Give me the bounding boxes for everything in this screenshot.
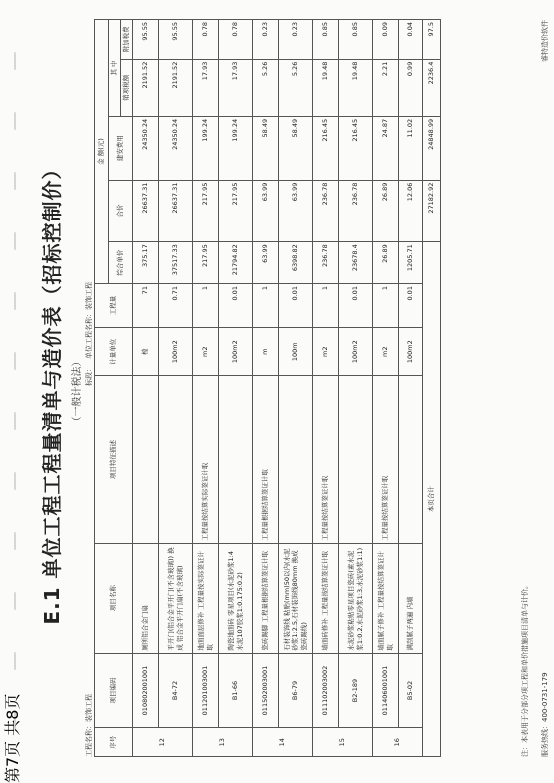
table-row — [313, 20, 339, 757]
row-features — [159, 376, 193, 543]
row-sales-tax: 5.26 — [279, 59, 313, 116]
row-seq: 15 — [313, 728, 373, 757]
header-total: 合价 — [109, 180, 133, 242]
row-features — [399, 376, 423, 543]
row-name: 平开门(铝合金平开门(不含玻璃)) 换成 铝合金平开门扇(不含玻璃) — [159, 543, 193, 653]
header-amount-group: 金 额(元) — [95, 20, 109, 284]
row-total: 12.06 — [399, 180, 423, 242]
row-qty: 1 — [193, 284, 219, 328]
subtotal-sales-tax: 2236.4 — [423, 59, 441, 116]
row-features: 工程量按结算实际签证计取 — [193, 376, 219, 543]
row-build-cost: 58.49 — [253, 116, 279, 180]
row-unit-price: 1205.71 — [399, 242, 423, 284]
row-unit-price: 236.78 — [313, 242, 339, 284]
row-total: 217.95 — [219, 180, 253, 242]
document-title: E.1 单位工程工程量清单与造价表（招标控制价） — [40, 158, 64, 625]
table-row — [339, 20, 373, 757]
row-name: 石材装饰线 粘贴(mm)50以内(水泥砂浆1:2.5,石材装饰线80mm 换成 瓷砖踢线) — [279, 543, 313, 653]
row-qty: 0.01 — [219, 284, 253, 328]
subtotal-label: 本页合计 — [423, 242, 441, 757]
row-seq: 13 — [193, 728, 253, 757]
software-credit: 睿特造价软件 — [541, 20, 549, 62]
row-name: 满刮腻子两遍 内墙 — [399, 543, 423, 653]
footnote: 注：本表用于分部分项工程和单价措施项目清单与计价。 — [521, 582, 529, 757]
row-seq: 14 — [253, 728, 313, 757]
header-seq: 序号 — [95, 728, 133, 757]
row-unit: m2 — [313, 328, 339, 376]
row-features — [279, 376, 313, 543]
row-total: 236.78 — [313, 180, 339, 242]
row-build-cost: 58.49 — [279, 116, 313, 180]
row-qty: 0.71 — [159, 284, 193, 328]
row-build-cost: 216.45 — [339, 116, 373, 180]
row-name: 地面面层修补 工程量按实际签证计取 — [193, 543, 219, 653]
row-surcharge: 95.55 — [159, 20, 193, 60]
row-features: 工程量按结算签证计取 — [313, 376, 339, 543]
row-qty: 0.01 — [279, 284, 313, 328]
row-qty: 71 — [133, 284, 159, 328]
bid-section-label — [84, 282, 94, 386]
row-unit: 100m2 — [219, 328, 253, 376]
page-number: 第7页 共8页 — [3, 693, 22, 783]
row-unit-price: 26.89 — [373, 242, 399, 284]
row-seq: 12 — [133, 728, 193, 757]
row-name: 水泥砂浆粘贴零星项目瓷砖(素水泥浆1:0.2,水泥砂浆1:3,水泥砂浆1:1) — [339, 543, 373, 653]
row-surcharge: 0.23 — [279, 20, 313, 60]
row-build-cost: 216.45 — [313, 116, 339, 180]
table-row — [253, 20, 279, 757]
row-qty: 1 — [313, 284, 339, 328]
row-total: 26637.31 — [159, 180, 193, 242]
row-surcharge: 0.09 — [373, 20, 399, 60]
row-code: 011102003002 — [313, 653, 339, 728]
table-row — [373, 20, 399, 757]
header-qty: 工程量 — [95, 284, 133, 328]
row-sales-tax: 17.93 — [219, 59, 253, 116]
row-unit-price: 21794.82 — [219, 242, 253, 284]
row-unit-price: 37517.33 — [159, 242, 193, 284]
row-name: 陶瓷地面砖 零星项目(水泥砂浆1:4水泥107胶浆1:0.175:0.2) — [219, 543, 253, 653]
row-total: 63.99 — [279, 180, 313, 242]
subtotal-row — [423, 20, 441, 757]
row-code: B4-72 — [159, 653, 193, 728]
row-code: B1-66 — [219, 653, 253, 728]
table-row — [279, 20, 313, 757]
project-name-label: 工程名称：装饰工程 — [85, 694, 93, 757]
bill-of-quantities-table — [94, 19, 441, 757]
row-surcharge: 0.78 — [219, 20, 253, 60]
row-total: 217.95 — [193, 180, 219, 242]
service-hotline: 服务热线：400-0731-179 — [541, 672, 549, 757]
row-features — [219, 376, 253, 543]
row-name: 瓷砖踢脚 工程量根据结算签证计取 — [253, 543, 279, 653]
row-sales-tax: 2.21 — [373, 59, 399, 116]
row-build-cost: 199.24 — [193, 116, 219, 180]
row-surcharge: 0.23 — [253, 20, 279, 60]
subtotal-surcharge: 97.5 — [423, 20, 441, 60]
row-sales-tax: 19.48 — [313, 59, 339, 116]
row-build-cost: 11.02 — [399, 116, 423, 180]
row-unit-price: 23678.4 — [339, 242, 373, 284]
row-build-cost: 199.24 — [219, 116, 253, 180]
row-unit: 100m2 — [159, 328, 193, 376]
row-name: 墙面腻子修补 工程量按结算签证计取 — [373, 543, 399, 653]
row-sales-tax: 17.93 — [193, 59, 219, 116]
table-row — [133, 20, 159, 757]
row-sales-tax: 0.99 — [399, 59, 423, 116]
row-unit-price: 217.95 — [193, 242, 219, 284]
row-unit: 樘 — [133, 328, 159, 376]
row-code: 010802001001 — [133, 653, 159, 728]
row-code: B6-79 — [279, 653, 313, 728]
row-surcharge: 0.78 — [193, 20, 219, 60]
row-total: 26.89 — [373, 180, 399, 242]
row-surcharge: 0.85 — [313, 20, 339, 60]
row-name: 墙面砖修补 工程量按结算签证计取 — [313, 543, 339, 653]
row-features — [339, 376, 373, 543]
row-seq: 16 — [373, 728, 423, 757]
document-subtitle: （一般计税法） — [72, 356, 83, 427]
row-total: 63.99 — [253, 180, 279, 242]
row-features — [133, 376, 159, 543]
header-surcharge: 附加税费 — [121, 20, 133, 60]
row-unit: 100m2 — [339, 328, 373, 376]
table-row — [159, 20, 193, 757]
table-row — [193, 20, 219, 757]
header-unit-price: 综合单价 — [109, 242, 133, 284]
row-qty: 0.01 — [339, 284, 373, 328]
row-surcharge: 0.85 — [339, 20, 373, 60]
row-unit: m2 — [193, 328, 219, 376]
table-row — [219, 20, 253, 757]
row-code: B2-189 — [339, 653, 373, 728]
row-sales-tax: 2191.52 — [133, 59, 159, 116]
row-sales-tax: 2191.52 — [159, 59, 193, 116]
row-qty: 1 — [253, 284, 279, 328]
bid-section-text: 标段： — [85, 365, 93, 386]
row-code: B5-02 — [399, 653, 423, 728]
row-total: 236.78 — [339, 180, 373, 242]
row-code: 011201003001 — [193, 653, 219, 728]
row-unit: m — [253, 328, 279, 376]
row-unit: m2 — [373, 328, 399, 376]
header-features: 项目特征描述 — [95, 376, 133, 543]
header-unit: 计量单位 — [95, 328, 133, 376]
row-unit-price: 6398.82 — [279, 242, 313, 284]
row-unit: 100m — [279, 328, 313, 376]
row-surcharge: 0.04 — [399, 20, 423, 60]
row-unit-price: 63.99 — [253, 242, 279, 284]
header-code: 项目编码 — [95, 653, 133, 728]
row-qty: 1 — [373, 284, 399, 328]
table-row — [399, 20, 423, 757]
row-build-cost: 24350.24 — [159, 116, 193, 180]
subtotal-build-cost: 24848.99 — [423, 116, 441, 180]
row-name: 厕所铝合金门扇 — [133, 543, 159, 653]
header-sales-tax: 销项税额 — [121, 59, 133, 116]
row-qty: 0.01 — [399, 284, 423, 328]
row-features: 工程量根据结算签证计取 — [253, 376, 279, 543]
unit-project-text: 单位工程名称：装饰工程 — [85, 282, 93, 359]
header-among: 其 中 — [109, 20, 121, 117]
row-unit: 100m2 — [399, 328, 423, 376]
row-code: 011406001001 — [373, 653, 399, 728]
row-sales-tax: 19.48 — [339, 59, 373, 116]
header-build-cost: 建安费用 — [109, 116, 133, 180]
row-sales-tax: 5.26 — [253, 59, 279, 116]
row-features: 工程量按结算签证计取 — [373, 376, 399, 543]
header-name: 项目名称 — [95, 543, 133, 653]
row-code: 011502003001 — [253, 653, 279, 728]
subtotal-total: 27182.92 — [423, 180, 441, 242]
row-build-cost: 24.87 — [373, 116, 399, 180]
row-build-cost: 24350.24 — [133, 116, 159, 180]
row-unit-price: 375.17 — [133, 242, 159, 284]
row-total: 26637.31 — [133, 180, 159, 242]
row-surcharge: 95.55 — [133, 20, 159, 60]
